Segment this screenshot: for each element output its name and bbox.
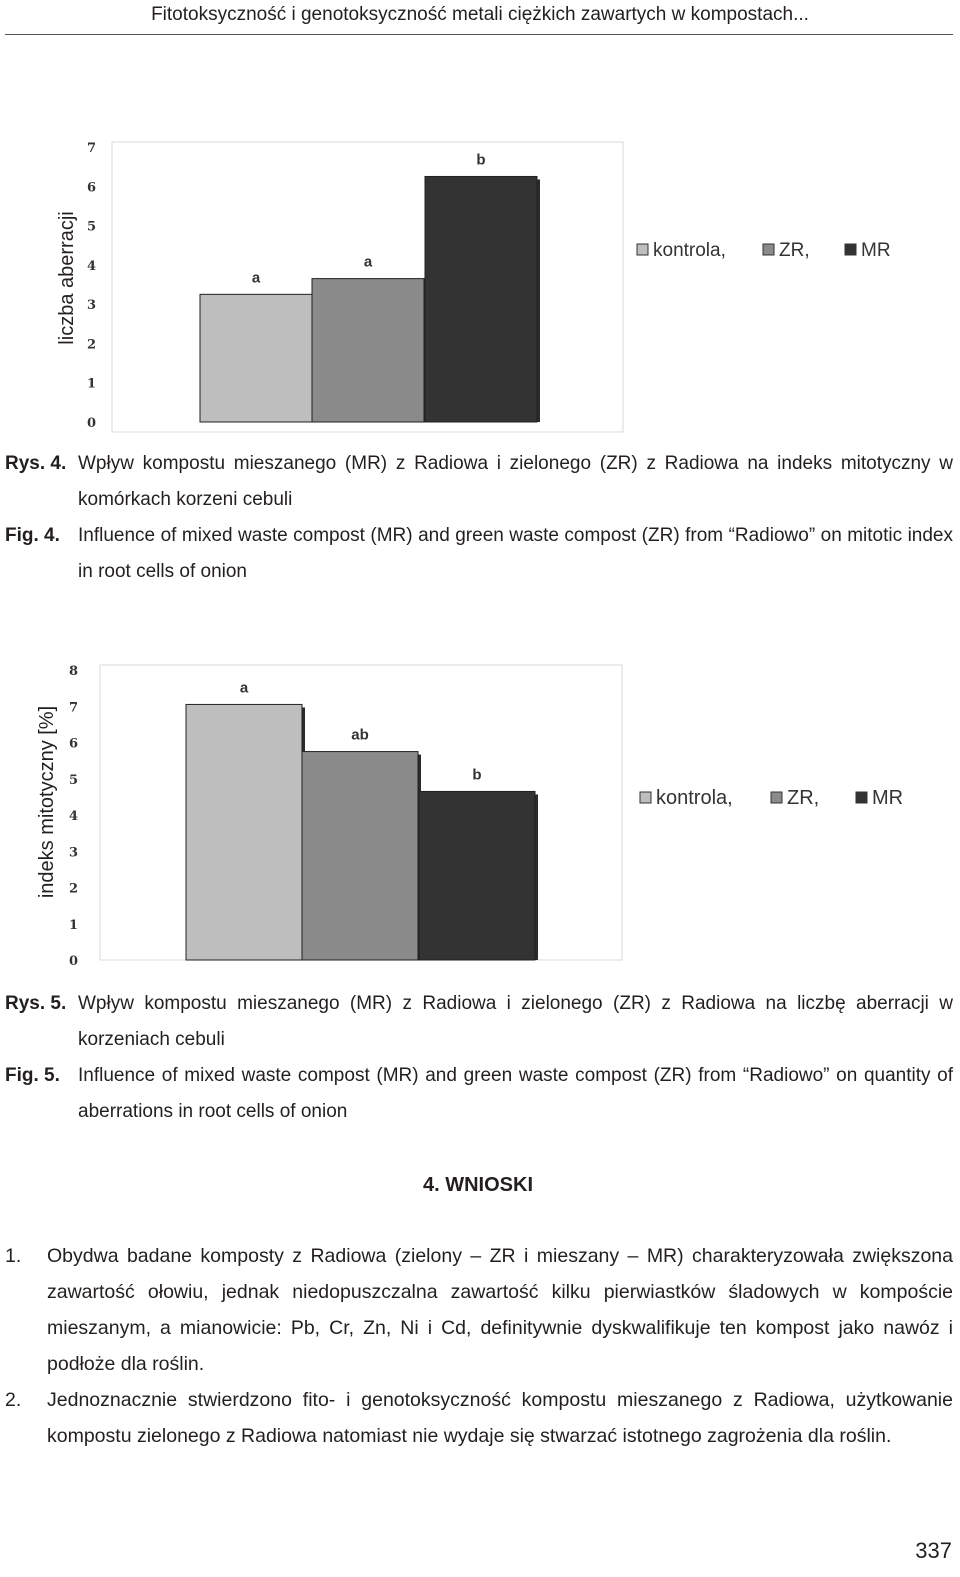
y-tick-labels [69,664,78,969]
y-tick-label: 6 [68,736,78,752]
bar [302,752,418,960]
y-tick-labels [87,141,96,431]
y-tick-label: 4 [68,809,78,824]
bar-label: b [476,151,486,169]
caption-tag-en: Fig. 5. [5,1065,60,1086]
y-tick-label: 0 [68,954,78,969]
bar [200,294,312,422]
y-axis-label: liczba aberracji [56,211,78,345]
list-item-number: 1. [5,1245,22,1267]
y-tick-label: 3 [86,298,96,314]
bar [425,176,537,422]
bar-label: a [239,679,249,697]
legend-swatch [637,244,648,255]
bar-label: ab [351,726,369,744]
caption-text-en: Influence of mixed waste compost (MR) and green waste compost (ZR) from “Radiowo” on quantity of aberrations in root cells of onion [78,1065,953,1122]
conclusions-list [5,1238,953,1454]
legend [637,240,891,261]
bar-label: a [363,253,373,271]
y-tick-label: 1 [68,917,78,933]
y-tick-label: 1 [86,376,96,392]
legend-label: MR [872,787,904,809]
bar-label: a [251,269,261,287]
caption-tag-en: Fig. 4. [5,525,60,546]
y-tick-label: 8 [68,664,78,679]
list-item-text: Jednoznacznie stwierdzono fito- i genotoksyczność kompostu mieszanego z Radiowa, użytkowanie kompostu zielonego z Radiowa natomiast nie wydaje się stwarzać istotnego zagrożenia dla roślin. [47,1389,953,1447]
y-tick-label: 2 [86,337,96,353]
legend-swatch [771,792,782,803]
y-tick-label: 7 [86,141,96,156]
list-item-number: 2. [5,1389,22,1411]
legend-label: kontrola, [653,240,726,261]
header-rule [5,34,953,35]
y-tick-label: 2 [68,881,78,897]
bar [186,704,302,960]
legend-swatch [856,792,867,803]
legend-label: MR [861,240,891,261]
bar-label: b [472,766,482,784]
list-item [5,1238,953,1382]
caption-tag-pl: Rys. 4. [5,453,67,474]
list-item-text: Obydwa badane komposty z Radiowa (zielony – ZR i mieszany – MR) charakteryzowała zwiększona zawartość ołowiu, jednak niedopuszczalna zawartość kilku pierwiastków śladowych w kompoście mieszanym, a mianowicie: Pb, Cr, Zn, Ni i Cd, definitywnie dyskwalifikuje ten kompost jako nawóz i podłoże dla roślin. [47,1245,953,1375]
y-tick-label: 5 [86,219,96,235]
legend-swatch [845,244,856,255]
legend-label: kontrola, [656,787,733,809]
bar [419,791,535,960]
figure-caption-5 [5,986,953,1130]
legend-swatch [763,244,774,255]
y-tick-label: 3 [68,845,78,861]
section-title: 4. WNIOSKI [422,1174,533,1196]
figure-caption-4 [5,446,953,590]
y-axis-label: indeks mitotyczny [%] [36,705,58,899]
list-item [5,1382,953,1454]
caption-tag-pl: Rys. 5. [5,993,67,1014]
y-tick-label: 7 [68,700,78,716]
legend [640,787,903,809]
running-header: Fitotoksyczność i genotoksyczność metali ciężkich zawartych w kompostach... [151,4,809,25]
y-tick-label: 4 [86,258,96,274]
caption-text-pl: Wpływ kompostu mieszanego (MR) z Radiowa i zielonego (ZR) z Radiowa na indeks mitotyczny w komórkach korzeni cebuli [78,453,953,510]
caption-text-en: Influence of mixed waste compost (MR) and green waste compost (ZR) from “Radiowo” on mitotic index in root cells of onion [78,525,953,582]
legend-swatch [640,792,651,803]
bar [312,279,424,422]
y-tick-label: 0 [86,416,96,431]
page-number: 337 [915,1538,952,1563]
chart-aberrations [0,120,960,440]
legend-label: ZR, [787,787,820,809]
y-tick-label: 5 [68,772,78,788]
legend-label: ZR, [779,240,810,261]
chart-mitotic-index [0,650,960,980]
y-tick-label: 6 [86,180,96,196]
caption-text-pl: Wpływ kompostu mieszanego (MR) z Radiowa i zielonego (ZR) z Radiowa na liczbę aberracji w korzeniach cebuli [78,993,953,1050]
